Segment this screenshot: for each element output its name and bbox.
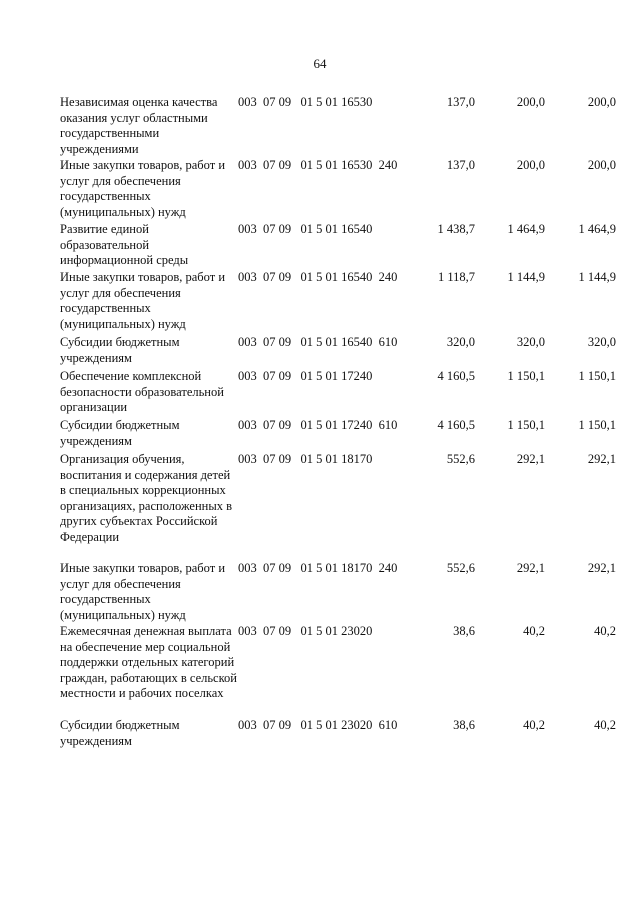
- row-description: Иные закупки товаров, работ и услуг для обеспечения государственных (муниципальных) нужд: [60, 561, 226, 622]
- row-value-3: 292,1: [587, 561, 616, 575]
- row-description: Организация обучения, воспитания и содержания детей в специальных коррекционных организациях, расположенных в других субъектах Российской Федерации: [60, 452, 233, 544]
- row-value-2: 1 150,1: [507, 418, 545, 432]
- row-description: Иные закупки товаров, работ и услуг для обеспечения государственных (муниципальных) нужд: [60, 158, 226, 219]
- row-value-1: 552,6: [446, 561, 475, 575]
- page-number: 64: [313, 56, 327, 71]
- row-code: 003 07 09 01 5 01 16540 610: [238, 335, 398, 349]
- row-code: 003 07 09 01 5 01 23020 610: [238, 718, 398, 732]
- row-value-1: 552,6: [446, 452, 475, 466]
- row-value-3: 1 150,1: [578, 369, 616, 383]
- row-code: 003 07 09 01 5 01 23020: [238, 624, 373, 638]
- row-code: 003 07 09 01 5 01 16530 240: [238, 158, 398, 172]
- row-value-3: 320,0: [587, 335, 616, 349]
- row-value-3: 1 144,9: [578, 270, 616, 284]
- row-value-1: 137,0: [446, 95, 475, 109]
- row-description: Независимая оценка качества оказания услуг областными государственными учреждениями: [60, 95, 218, 156]
- row-value-3: 1 464,9: [578, 222, 616, 236]
- row-value-1: 1 438,7: [437, 222, 475, 236]
- row-code: 003 07 09 01 5 01 18170: [238, 452, 373, 466]
- row-value-2: 200,0: [516, 95, 545, 109]
- row-description: Субсидии бюджетным учреждениям: [60, 718, 180, 748]
- row-code: 003 07 09 01 5 01 17240: [238, 369, 373, 383]
- row-value-1: 1 118,7: [437, 270, 475, 284]
- row-value-2: 1 144,9: [507, 270, 545, 284]
- row-description: Субсидии бюджетным учреждениям: [60, 418, 180, 448]
- row-value-2: 200,0: [516, 158, 545, 172]
- row-value-2: 292,1: [516, 452, 545, 466]
- row-code: 003 07 09 01 5 01 16540 240: [238, 270, 398, 284]
- row-value-3: 1 150,1: [578, 418, 616, 432]
- row-description: Развитие единой образовательной информационной среды: [60, 222, 189, 267]
- row-value-2: 1 464,9: [507, 222, 545, 236]
- row-value-3: 200,0: [587, 95, 616, 109]
- row-value-1: 38,6: [453, 624, 475, 638]
- row-description: Ежемесячная денежная выплата на обеспечение мер социальной поддержки отдельных категорий граждан, работающих в сельской местности и рабочих поселках: [60, 624, 237, 700]
- row-code: 003 07 09 01 5 01 17240 610: [238, 418, 398, 432]
- row-value-1: 320,0: [446, 335, 475, 349]
- row-code: 003 07 09 01 5 01 16540: [238, 222, 373, 236]
- row-code: 003 07 09 01 5 01 18170 240: [238, 561, 398, 575]
- row-value-3: 292,1: [587, 452, 616, 466]
- row-value-1: 38,6: [453, 718, 475, 732]
- row-value-3: 200,0: [587, 158, 616, 172]
- row-value-1: 4 160,5: [437, 369, 475, 383]
- row-value-3: 40,2: [594, 624, 616, 638]
- row-value-1: 4 160,5: [437, 418, 475, 432]
- row-code: 003 07 09 01 5 01 16530: [238, 95, 373, 109]
- row-value-3: 40,2: [594, 718, 616, 732]
- row-description: Субсидии бюджетным учреждениям: [60, 335, 180, 365]
- row-description: Иные закупки товаров, работ и услуг для обеспечения государственных (муниципальных) нужд: [60, 270, 226, 331]
- row-value-2: 40,2: [523, 718, 545, 732]
- row-value-1: 137,0: [446, 158, 475, 172]
- row-value-2: 292,1: [516, 561, 545, 575]
- row-value-2: 1 150,1: [507, 369, 545, 383]
- row-description: Обеспечение комплексной безопасности образовательной организации: [60, 369, 224, 414]
- row-value-2: 40,2: [523, 624, 545, 638]
- row-value-2: 320,0: [516, 335, 545, 349]
